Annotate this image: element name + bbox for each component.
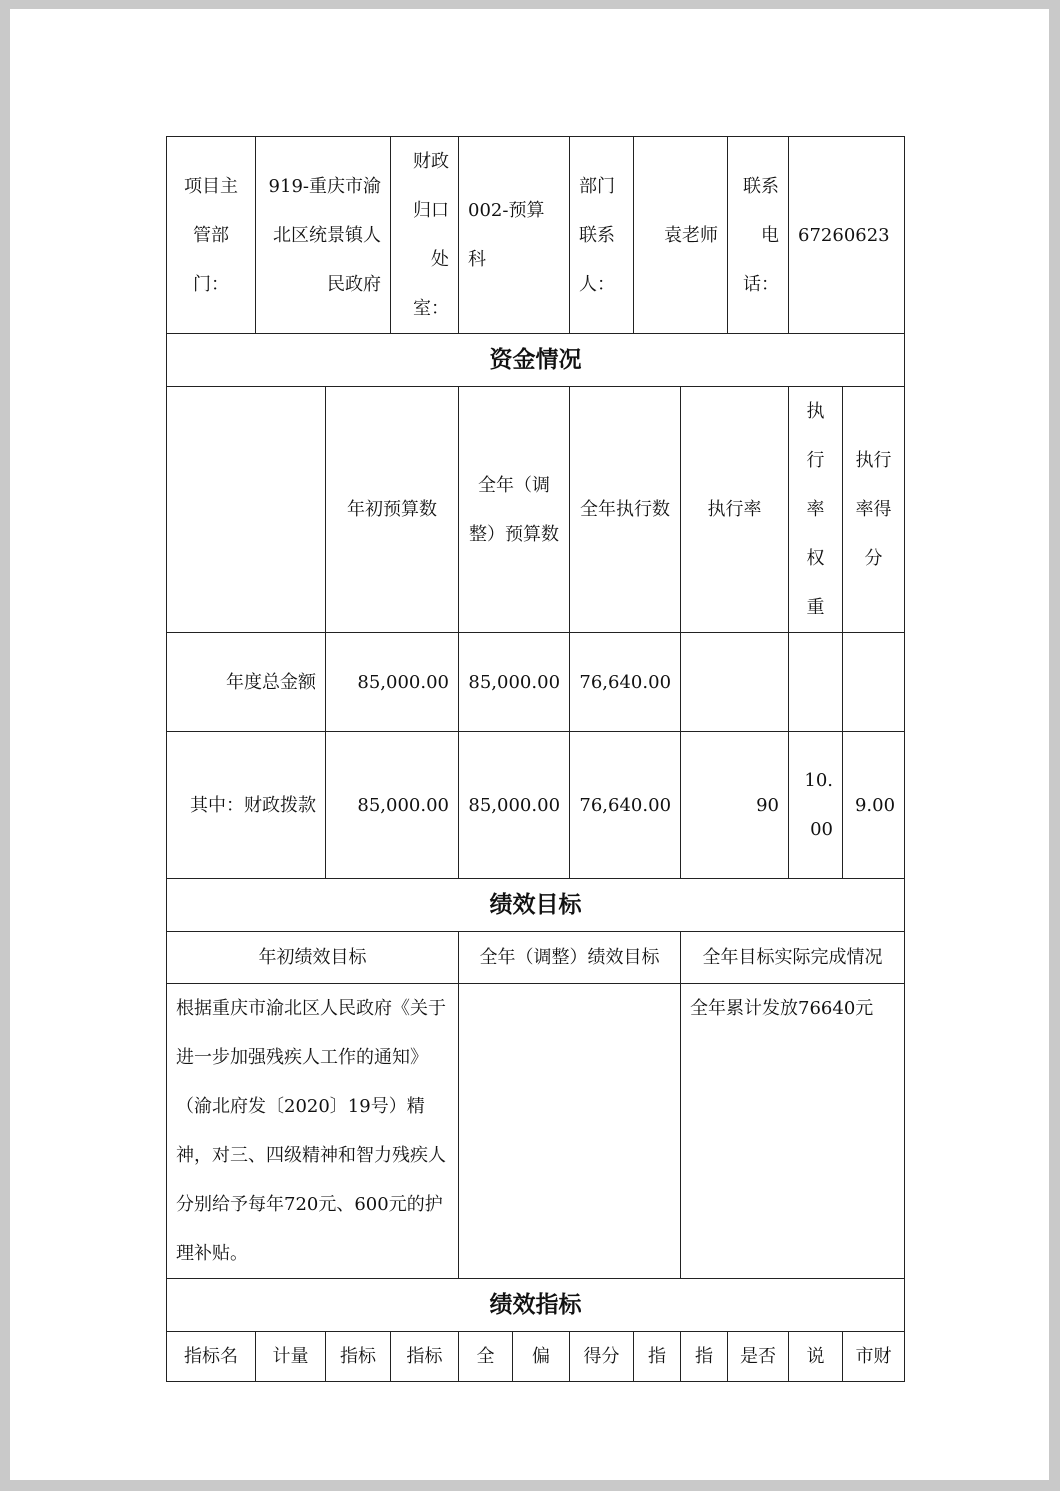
phone-label: 联系电话： <box>728 137 789 334</box>
col-actual-completion: 全年目标实际完成情况 <box>681 932 905 984</box>
header-info-row <box>167 137 905 334</box>
col-initial-goal: 年初绩效目标 <box>167 932 459 984</box>
total-executed: 76,640.00 <box>570 633 681 732</box>
indicators-section-title: 绩效指标 <box>167 1279 905 1332</box>
goals-section-title: 绩效目标 <box>167 879 905 932</box>
fiscal-adjusted: 85,000.00 <box>459 732 570 879</box>
dept-value: 919-重庆市渝北区统景镇人民政府 <box>256 137 391 334</box>
indicators-title-row <box>167 1279 905 1332</box>
indicator-col: 说 <box>789 1332 843 1382</box>
document-page <box>10 9 1049 1480</box>
funds-section-title: 资金情况 <box>167 334 905 387</box>
funds-row-total <box>167 633 905 732</box>
indicator-col: 指 <box>681 1332 728 1382</box>
funds-header-blank <box>167 387 326 633</box>
row-label-fiscal: 其中：财政拨款 <box>167 732 326 879</box>
funds-title-row <box>167 334 905 387</box>
col-budget-initial: 年初预算数 <box>326 387 459 633</box>
performance-table <box>166 136 905 1382</box>
indicator-col: 指标 <box>391 1332 459 1382</box>
indicator-col: 指 <box>634 1332 681 1382</box>
indicators-header-row <box>167 1332 905 1382</box>
fiscal-initial: 85,000.00 <box>326 732 459 879</box>
total-weight <box>789 633 843 732</box>
office-label: 财政归口处室： <box>391 137 459 334</box>
total-initial: 85,000.00 <box>326 633 459 732</box>
col-budget-adjusted: 全年（调整）预算数 <box>459 387 570 633</box>
office-value: 002-预算科 <box>459 137 570 334</box>
contact-label: 部门联系人： <box>570 137 634 334</box>
total-rate <box>681 633 789 732</box>
performance-table-wrapper <box>166 136 905 1382</box>
fiscal-score: 9.00 <box>843 732 905 879</box>
indicator-col: 指标 <box>326 1332 391 1382</box>
total-score <box>843 633 905 732</box>
indicator-col: 指标名 <box>167 1332 256 1382</box>
adjusted-goal-text <box>459 984 681 1279</box>
initial-goal-text: 根据重庆市渝北区人民政府《关于进一步加强残疾人工作的通知》（渝北府发〔2020〕19号）精神，对三、四级精神和智力残疾人分别给予每年720元、600元的护理补贴。 <box>167 984 459 1279</box>
indicator-col: 计量 <box>256 1332 326 1382</box>
col-executed: 全年执行数 <box>570 387 681 633</box>
funds-row-fiscal <box>167 732 905 879</box>
phone-value: 67260623 <box>789 137 905 334</box>
fiscal-weight: 10.00 <box>789 732 843 879</box>
fiscal-executed: 76,640.00 <box>570 732 681 879</box>
col-execution-rate: 执行率 <box>681 387 789 633</box>
dept-label: 项目主管部门： <box>167 137 256 334</box>
indicator-col: 得分 <box>570 1332 634 1382</box>
indicator-col: 是否 <box>728 1332 789 1382</box>
goals-header-row <box>167 932 905 984</box>
goals-title-row <box>167 879 905 932</box>
col-rate-weight: 执行率权重 <box>789 387 843 633</box>
row-label-total: 年度总金额 <box>167 633 326 732</box>
goals-content-row <box>167 984 905 1279</box>
col-adjusted-goal: 全年（调整）绩效目标 <box>459 932 681 984</box>
total-adjusted: 85,000.00 <box>459 633 570 732</box>
fiscal-rate: 90 <box>681 732 789 879</box>
col-rate-score: 执行率得分 <box>843 387 905 633</box>
contact-value: 袁老师 <box>634 137 728 334</box>
funds-header-row <box>167 387 905 633</box>
indicator-col: 偏 <box>513 1332 570 1382</box>
indicator-col: 全 <box>459 1332 513 1382</box>
actual-completion-text: 全年累计发放76640元 <box>681 984 905 1279</box>
indicator-col: 市财 <box>843 1332 905 1382</box>
